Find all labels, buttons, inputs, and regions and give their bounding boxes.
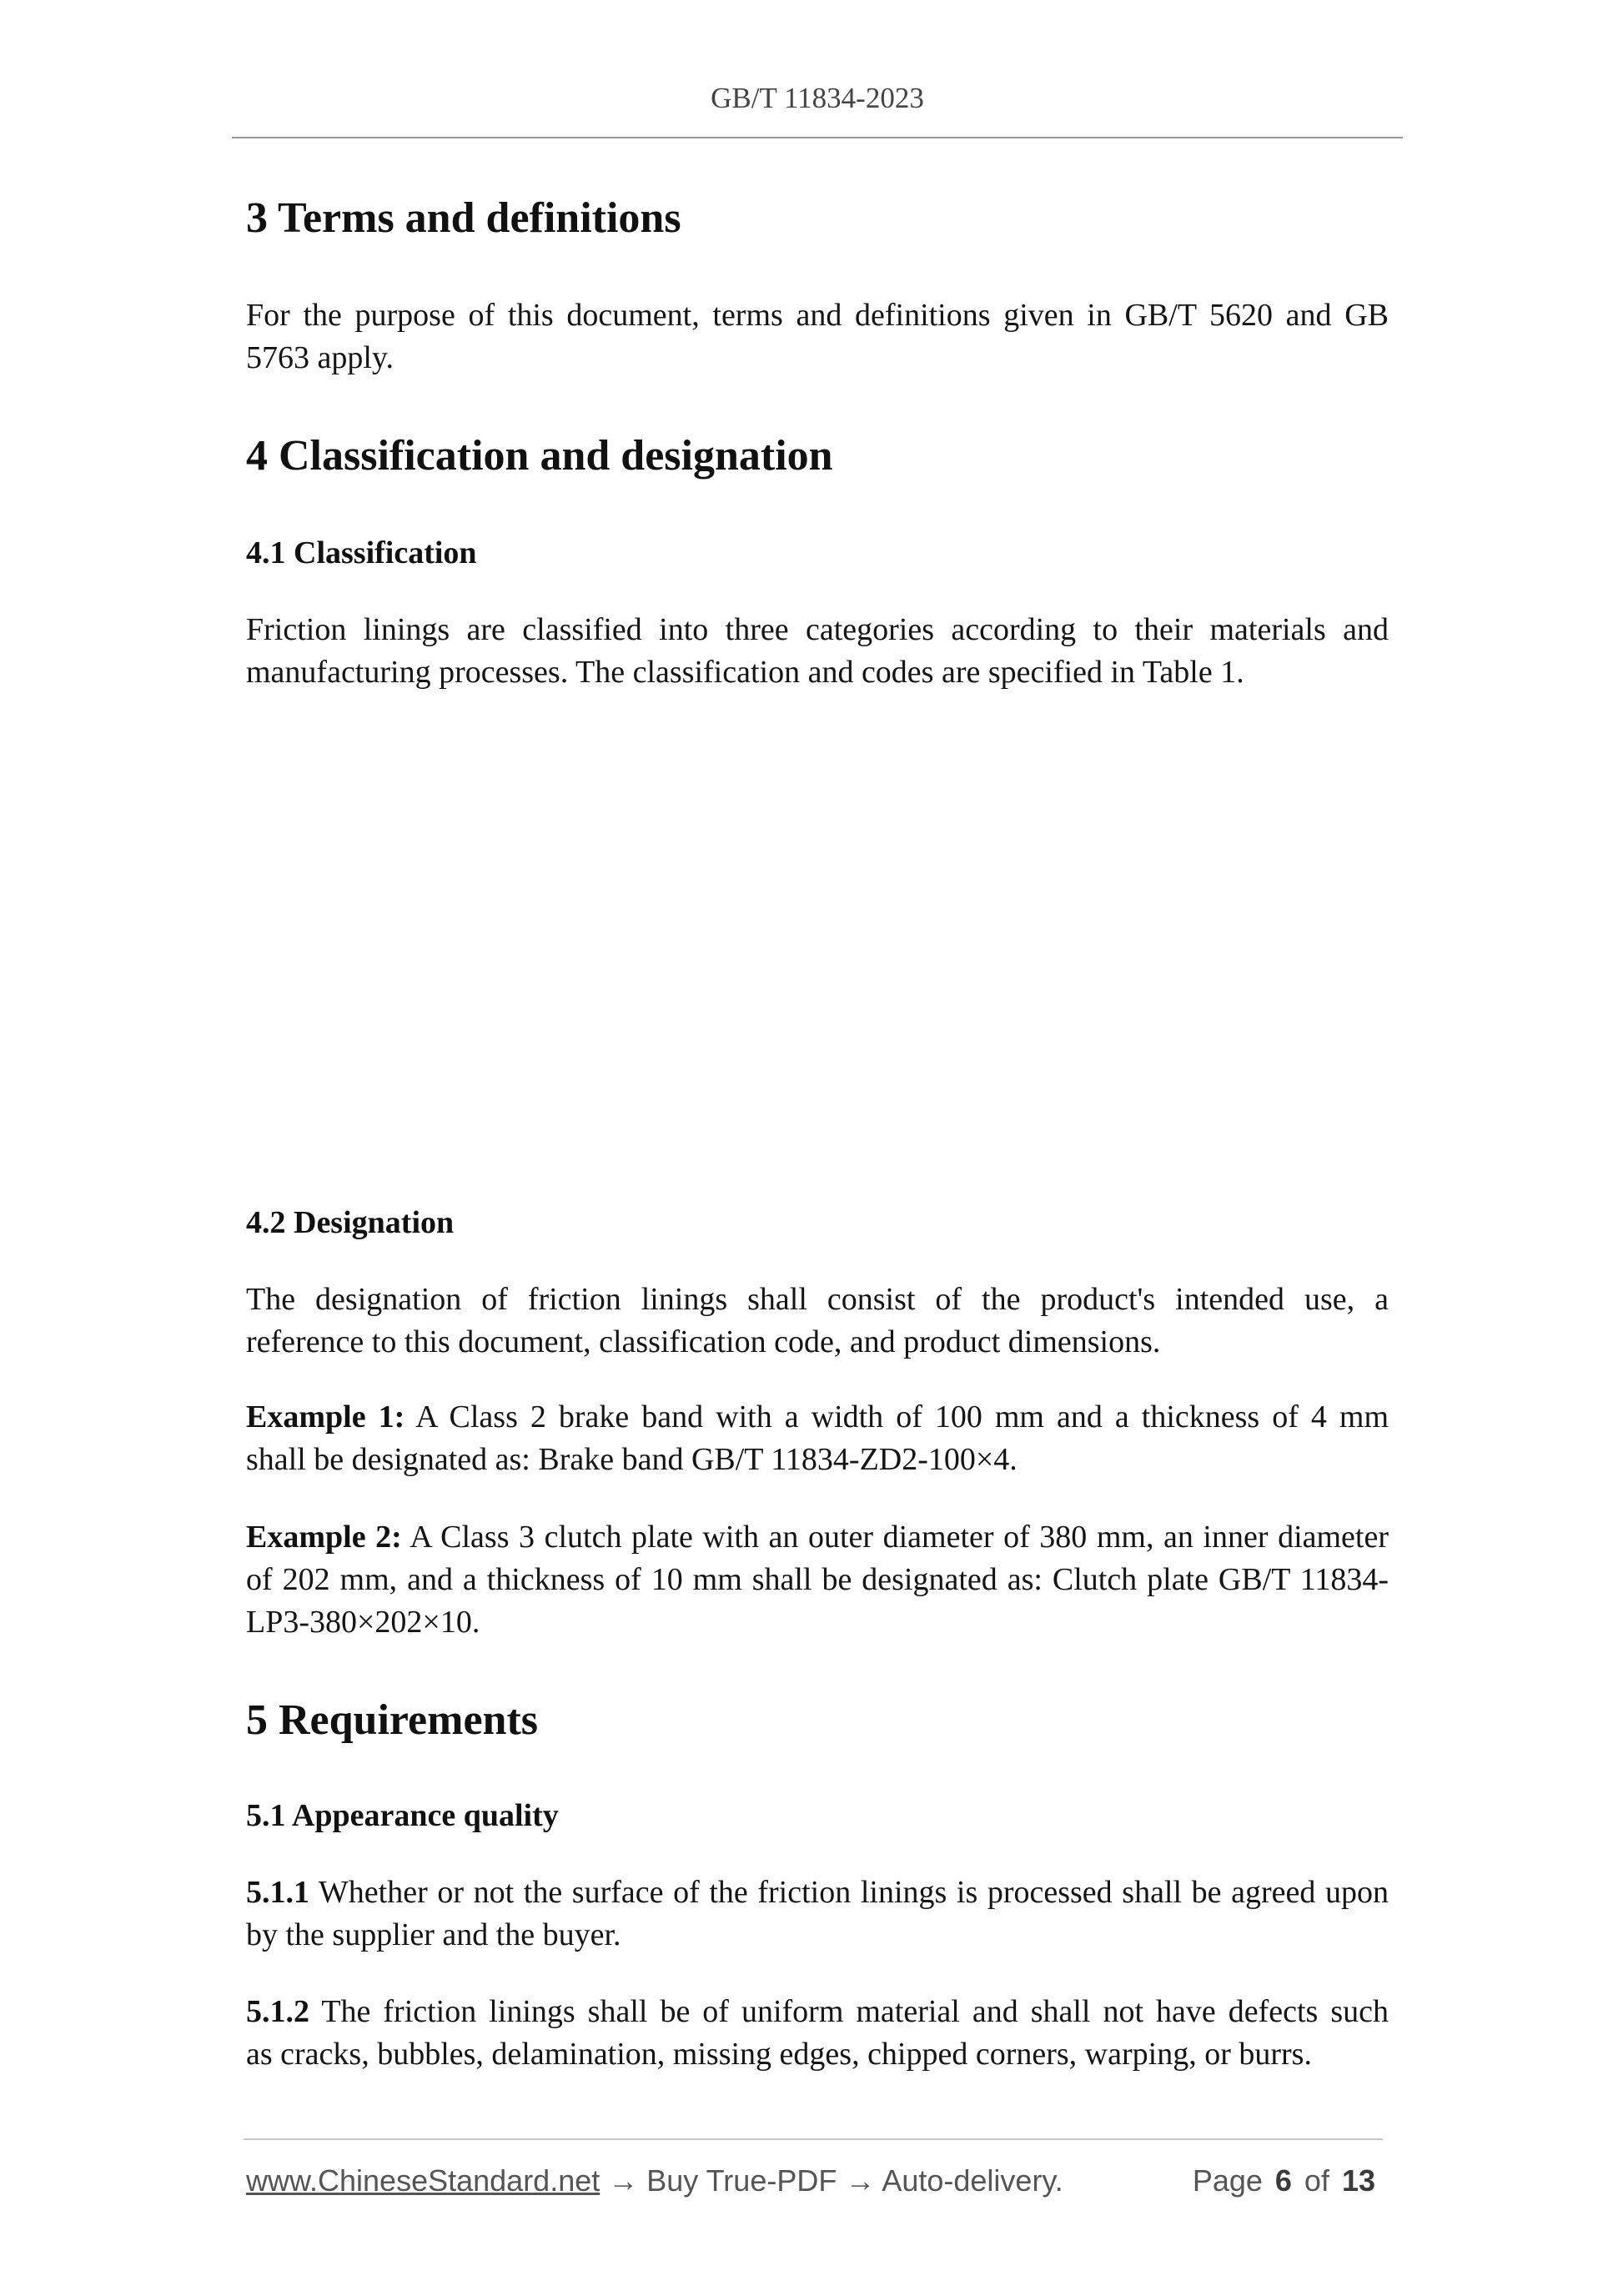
paragraph-line: The designation of friction linings shall consist of the product's intended use, a xyxy=(246,1282,1389,1317)
header-divider xyxy=(232,137,1403,138)
section-5-heading: 5 Requirements xyxy=(246,1696,539,1744)
section-4-heading: 4 Classification and designation xyxy=(246,432,833,480)
total-page-count: 13 xyxy=(1341,2163,1375,2198)
footer-divider xyxy=(244,2138,1383,2140)
example-line xyxy=(246,1516,1389,1559)
example-1 xyxy=(246,1396,1389,1481)
example-label: Example 1: xyxy=(246,1399,405,1434)
example-line xyxy=(246,1396,1389,1439)
paragraph-line: reference to this document, classification code, and product dimensions. xyxy=(246,1324,1161,1359)
footer-tagline: → Buy True-PDF → Auto-delivery. xyxy=(608,2163,1063,2198)
example-line: LP3-380×202×10. xyxy=(246,1605,480,1640)
running-header: GB/T 11834-2023 xyxy=(711,82,924,114)
example-label: Example 2: xyxy=(246,1520,402,1555)
example-text: A Class 2 brake band with a width of 100 mm and a thickness of 4 mm xyxy=(415,1399,1389,1434)
paragraph-line: Friction linings are classified into three categories according to their materials and xyxy=(246,612,1389,647)
clause-line: as cracks, bubbles, delamination, missing edges, chipped corners, warping, or burrs. xyxy=(246,2037,1312,2072)
clause-text: The friction linings shall be of uniform material and shall not have defects such xyxy=(321,1994,1389,2029)
example-line: shall be designated as: Brake band GB/T 11834-ZD2-100×4. xyxy=(246,1442,1018,1477)
section-3-heading: 3 Terms and definitions xyxy=(246,194,681,242)
clause-number: 5.1.2 xyxy=(246,1994,309,2029)
example-text: A Class 3 clutch plate with an outer diameter of 380 mm, an inner diameter xyxy=(410,1520,1389,1555)
current-page-number: 6 xyxy=(1274,2163,1292,2198)
clause-4-2-heading: 4.2 Designation xyxy=(246,1205,455,1240)
clause-4-1-paragraph xyxy=(246,609,1389,694)
paragraph-line: 5763 apply. xyxy=(246,340,394,375)
clause-line: by the supplier and the buyer. xyxy=(246,1917,621,1952)
clause-line xyxy=(246,1871,1389,1914)
example-2 xyxy=(246,1516,1389,1644)
paragraph-line: manufacturing processes. The classification and codes are specified in Table 1. xyxy=(246,655,1244,690)
clause-4-1-heading: 4.1 Classification xyxy=(246,535,477,570)
clause-4-2-paragraph xyxy=(246,1279,1389,1364)
paragraph-line: For the purpose of this document, terms and definitions given in GB/T 5620 and GB xyxy=(246,298,1389,333)
section-3-paragraph xyxy=(246,294,1389,379)
page-word: Page xyxy=(1192,2163,1263,2198)
clause-5-1-2 xyxy=(246,1991,1389,2076)
site-link[interactable]: www.ChineseStandard.net xyxy=(246,2163,600,2198)
footer-promo xyxy=(246,2163,1063,2199)
clause-5-1-1 xyxy=(246,1871,1389,1957)
page-indicator xyxy=(1193,2163,1375,2199)
clause-5-1-heading: 5.1 Appearance quality xyxy=(246,1798,559,1833)
clause-line xyxy=(246,1991,1389,2033)
of-word: of xyxy=(1304,2163,1329,2198)
example-line: of 202 mm, and a thickness of 10 mm shall be designated as: Clutch plate GB/T 11834- xyxy=(246,1562,1389,1597)
clause-number: 5.1.1 xyxy=(246,1875,309,1910)
clause-text: Whether or not the surface of the friction linings is processed shall be agreed upon xyxy=(318,1875,1389,1910)
